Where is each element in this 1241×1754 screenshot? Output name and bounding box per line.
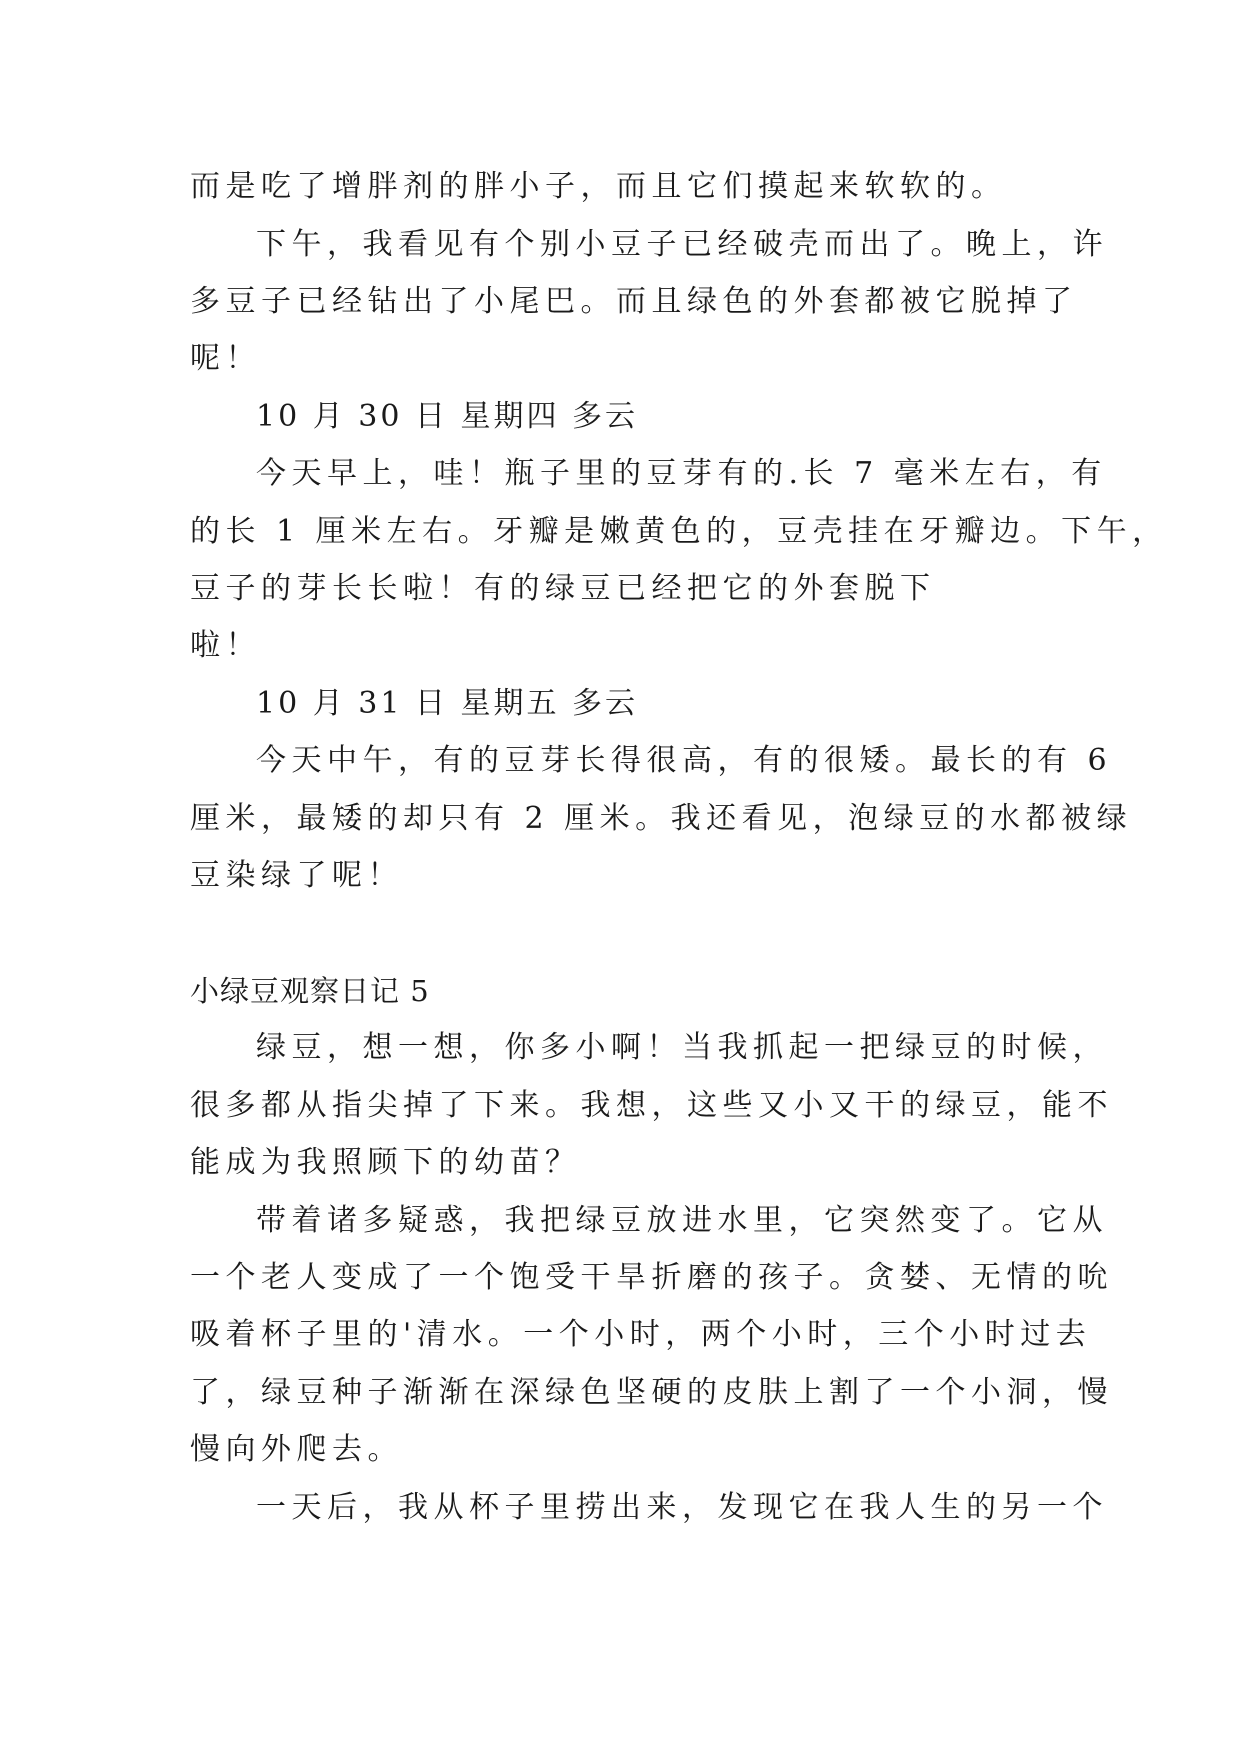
paragraph-line: 呢！ <box>190 341 261 376</box>
paragraph-line: 多豆子已经钻出了小尾巴。而且绿色的外套都被它脱掉了 <box>190 284 1078 319</box>
paragraph-line: 一天后，我从杯子里捞出来，发现它在我人生的另一个 <box>256 1490 1108 1525</box>
section-title: 小绿豆观察日记 5 <box>190 974 430 1008</box>
paragraph-line: 今天早上，哇！瓶子里的豆芽有的.长 7 毫米左右，有 <box>256 456 1107 491</box>
paragraph-line: 吸着杯子里的'清水。一个小时，两个小时，三个小时过去 <box>190 1317 1092 1352</box>
date-heading: 10 月 31 日 星期五 多云 <box>256 686 639 721</box>
paragraph-line: 厘米，最矮的却只有 2 厘米。我还看见，泡绿豆的水都被绿 <box>190 801 1133 836</box>
paragraph-line: 今天中午，有的豆芽长得很高，有的很矮。最长的有 6 <box>256 743 1113 778</box>
paragraph-line: 了，绿豆种子渐渐在深绿色坚硬的皮肤上割了一个小洞，慢 <box>190 1375 1113 1410</box>
paragraph-line: 豆子的芽长长啦！有的绿豆已经把它的外套脱下 <box>190 571 936 606</box>
paragraph-line: 豆染绿了呢！ <box>190 858 403 893</box>
date-heading: 10 月 30 日 星期四 多云 <box>256 399 639 434</box>
paragraph-line: 慢向外爬去。 <box>190 1432 403 1467</box>
paragraph-line: 的长 1 厘米左右。牙瓣是嫩黄色的，豆壳挂在牙瓣边。下午， <box>190 514 1168 549</box>
paragraph-line: 而是吃了增胖剂的胖小子，而且它们摸起来软软的。 <box>190 169 1007 204</box>
paragraph-line: 下午，我看见有个别小豆子已经破壳而出了。晚上，许 <box>256 227 1108 262</box>
paragraph-line: 很多都从指尖掉了下来。我想，这些又小又干的绿豆，能不 <box>190 1088 1113 1123</box>
paragraph-line: 带着诸多疑惑，我把绿豆放进水里，它突然变了。它从 <box>256 1203 1108 1238</box>
paragraph-line: 一个老人变成了一个饱受干旱折磨的孩子。贪婪、无情的吮 <box>190 1260 1113 1295</box>
paragraph-line: 啦！ <box>190 628 261 663</box>
paragraph-line: 能成为我照顾下的幼苗？ <box>190 1145 581 1180</box>
paragraph-line: 绿豆，想一想，你多小啊！当我抓起一把绿豆的时候， <box>256 1030 1108 1065</box>
